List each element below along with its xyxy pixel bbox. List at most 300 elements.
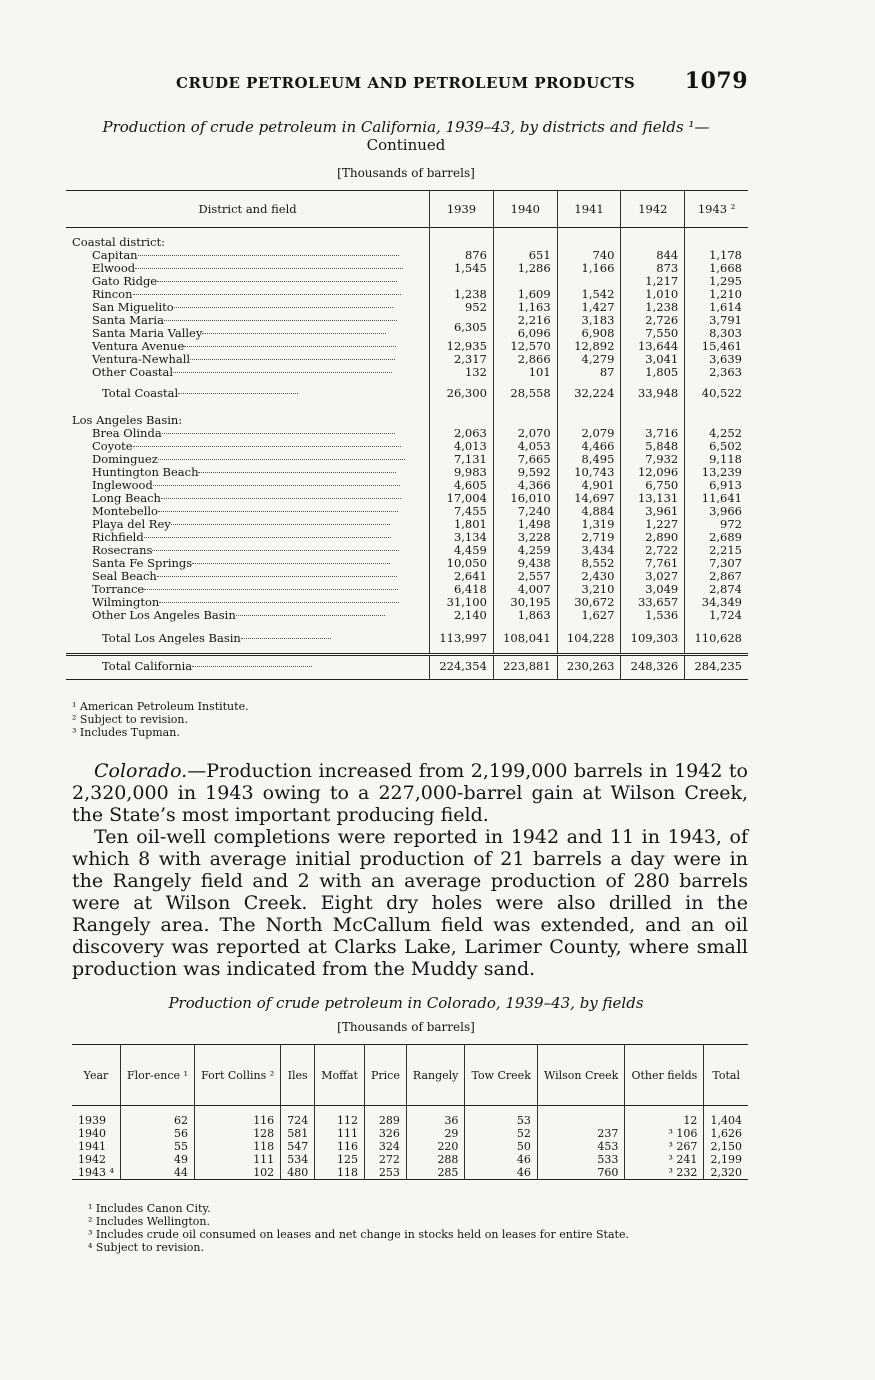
- dot-leader: [138, 255, 399, 256]
- empty-cell: [557, 228, 621, 250]
- value-cell: 1,542: [557, 288, 621, 301]
- value-cell: 2,317: [430, 353, 494, 366]
- value-cell: 1,805: [621, 366, 685, 379]
- dot-leader: [133, 446, 401, 447]
- ca-caption-line1: Production of crude petroleum in California, 1939–43, by districts and fields ¹—: [102, 118, 710, 136]
- value-cell: 2,079: [557, 427, 621, 440]
- value-cell: 28,558: [493, 379, 557, 406]
- value-cell: 118: [315, 1166, 365, 1180]
- value-cell: 3,134: [430, 531, 494, 544]
- co-col-header: Fort Collins ²: [195, 1045, 281, 1106]
- field-name: Santa Maria Valley: [92, 326, 203, 340]
- table-row: [66, 249, 748, 262]
- value-cell: 2,726: [621, 314, 685, 327]
- co-col-header: Price: [364, 1045, 406, 1106]
- value-cell: 844: [621, 249, 685, 262]
- value-cell: 8,303: [685, 327, 748, 340]
- value-cell: 52: [465, 1127, 537, 1140]
- co-col-header: Tow Creek: [465, 1045, 537, 1106]
- value-cell: 4,279: [557, 353, 621, 366]
- empty-cell: [621, 228, 685, 250]
- value-cell: 12,892: [557, 340, 621, 353]
- field-name-cell: [66, 379, 430, 406]
- value-cell: 2,140: [430, 609, 494, 622]
- value-cell: 1,863: [493, 609, 557, 622]
- value-cell: 547: [281, 1140, 315, 1153]
- value-cell: 7,240: [493, 505, 557, 518]
- co-col-header: Total: [704, 1045, 748, 1106]
- empty-cell: [493, 406, 557, 427]
- value-cell: 109,303: [621, 622, 685, 655]
- value-cell: 30,195: [493, 596, 557, 609]
- value-cell: 581: [281, 1127, 315, 1140]
- value-cell: 62: [120, 1106, 194, 1128]
- value-cell: 4,459: [430, 544, 494, 557]
- value-cell: 4,901: [557, 479, 621, 492]
- value-cell: 324: [364, 1140, 406, 1153]
- ca-col-1939: 1939: [430, 191, 494, 228]
- value-cell: 2,890: [621, 531, 685, 544]
- value-cell: 2,216: [493, 314, 557, 327]
- field-name: Long Beach: [92, 491, 161, 505]
- value-cell: 40,522: [685, 379, 748, 406]
- value-cell: 4,013: [430, 440, 494, 453]
- value-cell: 4,466: [557, 440, 621, 453]
- dot-leader: [157, 576, 397, 577]
- value-cell: 2,215: [685, 544, 748, 557]
- dot-leader: [152, 550, 399, 551]
- value-cell: 118: [195, 1140, 281, 1153]
- value-cell: 49: [120, 1153, 194, 1166]
- colorado-production-table: [72, 1044, 748, 1180]
- value-cell: ³ 267: [625, 1140, 704, 1153]
- value-cell: 2,557: [493, 570, 557, 583]
- value-cell: 12,096: [621, 466, 685, 479]
- co-col-header: Year: [72, 1045, 120, 1106]
- ca-caption-line2: Continued: [366, 136, 446, 154]
- field-name: Other Los Angeles Basin: [92, 608, 236, 622]
- value-cell: 4,007: [493, 583, 557, 596]
- dot-leader: [198, 472, 396, 473]
- value-cell: 4,366: [493, 479, 557, 492]
- field-name: Huntington Beach: [92, 465, 199, 479]
- dot-leader: [161, 498, 401, 499]
- dot-leader: [153, 485, 400, 486]
- value-cell: 32,224: [557, 379, 621, 406]
- ca-col-district: District and field: [66, 191, 430, 228]
- value-cell: 1,724: [685, 609, 748, 622]
- field-name: Santa Maria: [92, 313, 164, 327]
- value-cell: 53: [465, 1106, 537, 1128]
- field-name: Total California: [102, 659, 193, 673]
- value-cell: 1,166: [557, 262, 621, 275]
- co-footnote-1: ¹ Includes Canon City.: [88, 1202, 211, 1215]
- value-cell: 3,041: [621, 353, 685, 366]
- value-cell: 876: [430, 249, 494, 262]
- value-cell: 7,131: [430, 453, 494, 466]
- value-cell: 4,884: [557, 505, 621, 518]
- value-cell: 1,404: [704, 1106, 748, 1128]
- field-name: Capitan: [92, 248, 138, 262]
- field-name: Other Coastal: [92, 365, 174, 379]
- field-name: Total Coastal: [102, 386, 179, 400]
- value-cell: 14,697: [557, 492, 621, 505]
- value-cell: 116: [195, 1106, 281, 1128]
- value-cell: 2,722: [621, 544, 685, 557]
- ca-footnote-1: ¹ American Petroleum Institute.: [72, 700, 249, 713]
- field-name: Ventura-Newhall: [92, 352, 191, 366]
- value-cell: 1,286: [493, 262, 557, 275]
- value-cell: 4,053: [493, 440, 557, 453]
- field-name: Rincon: [92, 287, 133, 301]
- value-cell: 125: [315, 1153, 365, 1166]
- value-cell: 12: [625, 1106, 704, 1128]
- value-cell: 2,430: [557, 570, 621, 583]
- ca-col-1940: 1940: [493, 191, 557, 228]
- value-cell: 26,300: [430, 379, 494, 406]
- field-name: Santa Fe Springs: [92, 556, 193, 570]
- value-cell: 1,227: [621, 518, 685, 531]
- co-col-header: Other fields: [625, 1045, 704, 1106]
- value-cell: 116: [315, 1140, 365, 1153]
- field-name-cell: [66, 366, 430, 379]
- value-cell: 12,570: [493, 340, 557, 353]
- table-row: [66, 379, 748, 406]
- dot-leader: [144, 589, 398, 590]
- value-cell: 8,552: [557, 557, 621, 570]
- co-units: [Thousands of barrels]: [337, 1020, 475, 1034]
- value-cell: 480: [281, 1166, 315, 1180]
- value-cell: 972: [685, 518, 748, 531]
- empty-cell: [430, 406, 494, 427]
- paragraph-1: [72, 760, 748, 826]
- value-cell: 16,010: [493, 492, 557, 505]
- value-cell: 56: [120, 1127, 194, 1140]
- dot-leader: [144, 537, 391, 538]
- value-cell: 1,319: [557, 518, 621, 531]
- field-name-cell: [66, 622, 430, 655]
- co-footnote-3: ³ Includes crude oil consumed on leases and net change in stocks held on leases for entire State.: [88, 1228, 629, 1241]
- value-cell: 2,689: [685, 531, 748, 544]
- value-cell: 534: [281, 1153, 315, 1166]
- value-cell: 9,118: [685, 453, 748, 466]
- value-cell: 2,150: [704, 1140, 748, 1153]
- value-cell: 1,010: [621, 288, 685, 301]
- value-cell: 3,966: [685, 505, 748, 518]
- value-cell: 1,217: [621, 275, 685, 288]
- value-cell: 7,455: [430, 505, 494, 518]
- year-cell: 1939: [78, 1114, 106, 1127]
- field-name: Dominguez: [92, 452, 158, 466]
- field-name: Brea Olinda: [92, 426, 162, 440]
- table-row: [72, 1106, 748, 1128]
- ca-col-1942: 1942: [621, 191, 685, 228]
- table-row: [66, 366, 748, 379]
- dot-leader: [157, 281, 397, 282]
- value-cell: 288: [406, 1153, 465, 1166]
- value-cell: 113,997: [430, 622, 494, 655]
- value-cell: 2,063: [430, 427, 494, 440]
- value-cell: 284,235: [685, 655, 748, 680]
- value-cell: 873: [621, 262, 685, 275]
- california-production-table: [66, 190, 748, 680]
- dot-leader: [133, 294, 401, 295]
- colorado-text: [72, 760, 748, 980]
- table-row: [66, 655, 748, 680]
- value-cell: 2,199: [704, 1153, 748, 1166]
- field-name: Montebello: [92, 504, 158, 518]
- value-cell: 1,498: [493, 518, 557, 531]
- dot-leader: [184, 346, 396, 347]
- table-row: [72, 1166, 748, 1180]
- co-col-header: Moffat: [315, 1045, 365, 1106]
- value-cell: 87: [557, 366, 621, 379]
- value-cell: 6,305: [430, 314, 494, 340]
- dot-leader: [236, 615, 385, 616]
- value-cell: 1,210: [685, 288, 748, 301]
- value-cell: 33,657: [621, 596, 685, 609]
- value-cell: 3,434: [557, 544, 621, 557]
- section-row: [66, 228, 748, 250]
- value-cell: 30,672: [557, 596, 621, 609]
- value-cell: 29: [406, 1127, 465, 1140]
- value-cell: 3,228: [493, 531, 557, 544]
- dot-leader: [173, 372, 392, 373]
- empty-cell: [557, 406, 621, 427]
- value-cell: 3,791: [685, 314, 748, 327]
- field-name: San Miguelito: [92, 300, 174, 314]
- ca-units: [Thousands of barrels]: [337, 166, 475, 180]
- value-cell: 102: [195, 1166, 281, 1180]
- value-cell: 724: [281, 1106, 315, 1128]
- value-cell: 9,983: [430, 466, 494, 479]
- value-cell: 326: [364, 1127, 406, 1140]
- value-cell: 1,163: [493, 301, 557, 314]
- value-cell: 46: [465, 1153, 537, 1166]
- value-cell: 952: [430, 301, 494, 314]
- value-cell: 272: [364, 1153, 406, 1166]
- empty-cell: [685, 406, 748, 427]
- value-cell: 7,932: [621, 453, 685, 466]
- field-name: Elwood: [92, 261, 136, 275]
- value-cell: 7,307: [685, 557, 748, 570]
- value-cell: 112: [315, 1106, 365, 1128]
- value-cell: 230,263: [557, 655, 621, 680]
- field-name: Coyote: [92, 439, 133, 453]
- ca-footnotes: [72, 700, 249, 739]
- field-name: Rosecrans: [92, 543, 153, 557]
- ca-footnote-2: ² Subject to revision.: [72, 713, 188, 726]
- value-cell: 46: [465, 1166, 537, 1180]
- dot-leader: [241, 638, 331, 639]
- table-row: [72, 1153, 748, 1166]
- field-name: Ventura Avenue: [92, 339, 185, 353]
- co-col-header: Rangely: [406, 1045, 465, 1106]
- value-cell: 1,614: [685, 301, 748, 314]
- section-row: [66, 406, 748, 427]
- value-cell: 13,239: [685, 466, 748, 479]
- value-cell: 6,750: [621, 479, 685, 492]
- value-cell: 7,665: [493, 453, 557, 466]
- value-cell: 108,041: [493, 622, 557, 655]
- field-name: Wilmington: [92, 595, 160, 609]
- value-cell: 2,363: [685, 366, 748, 379]
- value-cell: 1,536: [621, 609, 685, 622]
- value-cell: 8,495: [557, 453, 621, 466]
- value-cell: 3,639: [685, 353, 748, 366]
- year-cell: 1942: [78, 1153, 106, 1166]
- field-name-cell: [66, 655, 430, 680]
- dot-leader: [190, 359, 395, 360]
- ca-col-1941: 1941: [557, 191, 621, 228]
- dot-leader: [202, 333, 386, 334]
- value-cell: 104,228: [557, 622, 621, 655]
- year-cell: 1943 ⁴: [78, 1166, 114, 1179]
- dot-leader: [162, 433, 395, 434]
- value-cell: 5,848: [621, 440, 685, 453]
- value-cell: 3,049: [621, 583, 685, 596]
- empty-cell: [493, 228, 557, 250]
- field-name: Seal Beach: [92, 569, 157, 583]
- dot-leader: [174, 307, 393, 308]
- table-row: [66, 609, 748, 622]
- value-cell: 3,716: [621, 427, 685, 440]
- value-cell: 10,050: [430, 557, 494, 570]
- value-cell: 9,592: [493, 466, 557, 479]
- header-title: CRUDE PETROLEUM AND PETROLEUM PRODUCTS: [176, 74, 636, 92]
- value-cell: 7,761: [621, 557, 685, 570]
- value-cell: 17,004: [430, 492, 494, 505]
- co-col-header: Wilson Creek: [537, 1045, 624, 1106]
- value-cell: 10,743: [557, 466, 621, 479]
- dot-leader: [164, 320, 397, 321]
- table-row: [72, 1127, 748, 1140]
- value-cell: 1,626: [704, 1127, 748, 1140]
- value-cell: 2,867: [685, 570, 748, 583]
- value-cell: 223,881: [493, 655, 557, 680]
- value-cell: 7,550: [621, 327, 685, 340]
- value-cell: 237: [537, 1127, 624, 1140]
- value-cell: 1,238: [430, 288, 494, 301]
- value-cell: 4,259: [493, 544, 557, 557]
- value-cell: 740: [557, 249, 621, 262]
- value-cell: 110,628: [685, 622, 748, 655]
- value-cell: 1,801: [430, 518, 494, 531]
- value-cell: 2,641: [430, 570, 494, 583]
- value-cell: 1,545: [430, 262, 494, 275]
- value-cell: 453: [537, 1140, 624, 1153]
- value-cell: 6,418: [430, 583, 494, 596]
- field-name: Playa del Rey: [92, 517, 171, 531]
- value-cell: 50: [465, 1140, 537, 1153]
- value-cell: 111: [315, 1127, 365, 1140]
- value-cell: 2,866: [493, 353, 557, 366]
- value-cell: 2,874: [685, 583, 748, 596]
- value-cell: 44: [120, 1166, 194, 1180]
- value-cell: 3,027: [621, 570, 685, 583]
- coastal-district-label: Coastal district:: [72, 235, 165, 249]
- value-cell: 36: [406, 1106, 465, 1128]
- value-cell: 132: [430, 366, 494, 379]
- value-cell: ³ 106: [625, 1127, 704, 1140]
- co-footnote-4: ⁴ Subject to revision.: [88, 1241, 204, 1254]
- value-cell: 1,627: [557, 609, 621, 622]
- value-cell: 220: [406, 1140, 465, 1153]
- value-cell: 224,354: [430, 655, 494, 680]
- la-basin-label: Los Angeles Basin:: [72, 413, 183, 427]
- value-cell: 1,295: [685, 275, 748, 288]
- dot-leader: [159, 602, 399, 603]
- value-cell: 2,719: [557, 531, 621, 544]
- value-cell: 3,961: [621, 505, 685, 518]
- value-cell: 31,100: [430, 596, 494, 609]
- co-caption: Production of crude petroleum in Colorado, 1939–43, by fields: [168, 994, 644, 1012]
- running-header: [176, 68, 748, 94]
- value-cell: 253: [364, 1166, 406, 1180]
- value-cell: 1,609: [493, 288, 557, 301]
- dot-leader: [192, 666, 312, 667]
- dot-leader: [158, 459, 405, 460]
- field-name: Inglewood: [92, 478, 153, 492]
- value-cell: 128: [195, 1127, 281, 1140]
- value-cell: 6,913: [685, 479, 748, 492]
- paragraph-2: Ten oil-well completions were reported in 1942 and 11 in 1943, of which 8 with average initial production of 21 barrels a day were in the Rangely field and 2 with an average production of 280 barrels were at Wilson Creek. Eight dry holes were also drilled in the Rangely area. The North McCallum field was extended, and an oil discovery was reported at Clarks Lake, Larimer County, where small production was indicated from the Muddy sand.: [72, 826, 748, 980]
- field-name: Richfield: [92, 530, 144, 544]
- value-cell: ³ 241: [625, 1153, 704, 1166]
- dot-leader: [158, 511, 398, 512]
- value-cell: 289: [364, 1106, 406, 1128]
- co-col-header: Flor-ence ¹: [120, 1045, 194, 1106]
- value-cell: 13,644: [621, 340, 685, 353]
- value-cell: 248,326: [621, 655, 685, 680]
- value-cell: 55: [120, 1140, 194, 1153]
- page-number: 1079: [684, 68, 748, 94]
- ca-footnote-3: ³ Includes Tupman.: [72, 726, 180, 739]
- value-cell: 2,070: [493, 427, 557, 440]
- colorado-heading: Colorado.: [94, 760, 188, 782]
- field-name-cell: [66, 609, 430, 622]
- value-cell: ³ 232: [625, 1166, 704, 1180]
- value-cell: 1,178: [685, 249, 748, 262]
- value-cell: 6,908: [557, 327, 621, 340]
- dot-leader: [135, 268, 403, 269]
- table-row: [66, 622, 748, 655]
- year-cell: 1941: [78, 1140, 106, 1153]
- value-cell: 34,349: [685, 596, 748, 609]
- value-cell: 111: [195, 1153, 281, 1166]
- value-cell: 4,605: [430, 479, 494, 492]
- ca-col-1943: 1943 ²: [685, 191, 748, 228]
- co-footnotes: [88, 1202, 629, 1254]
- dot-leader: [192, 563, 390, 564]
- year-cell: 1940: [78, 1127, 106, 1140]
- dot-leader: [171, 524, 390, 525]
- value-cell: 12,935: [430, 340, 494, 353]
- co-col-header: Iles: [281, 1045, 315, 1106]
- paragraph-1-text: —Production increased from 2,199,000 barrels in 1942 to 2,320,000 in 1943 owing to a 227,000-barrel gain at Wilson Creek, the State’s most important producing field.: [72, 760, 748, 826]
- value-cell: 4,252: [685, 427, 748, 440]
- value-cell: 101: [493, 366, 557, 379]
- co-footnote-2: ² Includes Wellington.: [88, 1215, 211, 1228]
- value-cell: 11,641: [685, 492, 748, 505]
- value-cell: 33,948: [621, 379, 685, 406]
- field-name: Torrance: [92, 582, 145, 596]
- table-row: [72, 1140, 748, 1153]
- value-cell: 1,238: [621, 301, 685, 314]
- value-cell: 3,210: [557, 583, 621, 596]
- value-cell: 3,183: [557, 314, 621, 327]
- empty-cell: [621, 406, 685, 427]
